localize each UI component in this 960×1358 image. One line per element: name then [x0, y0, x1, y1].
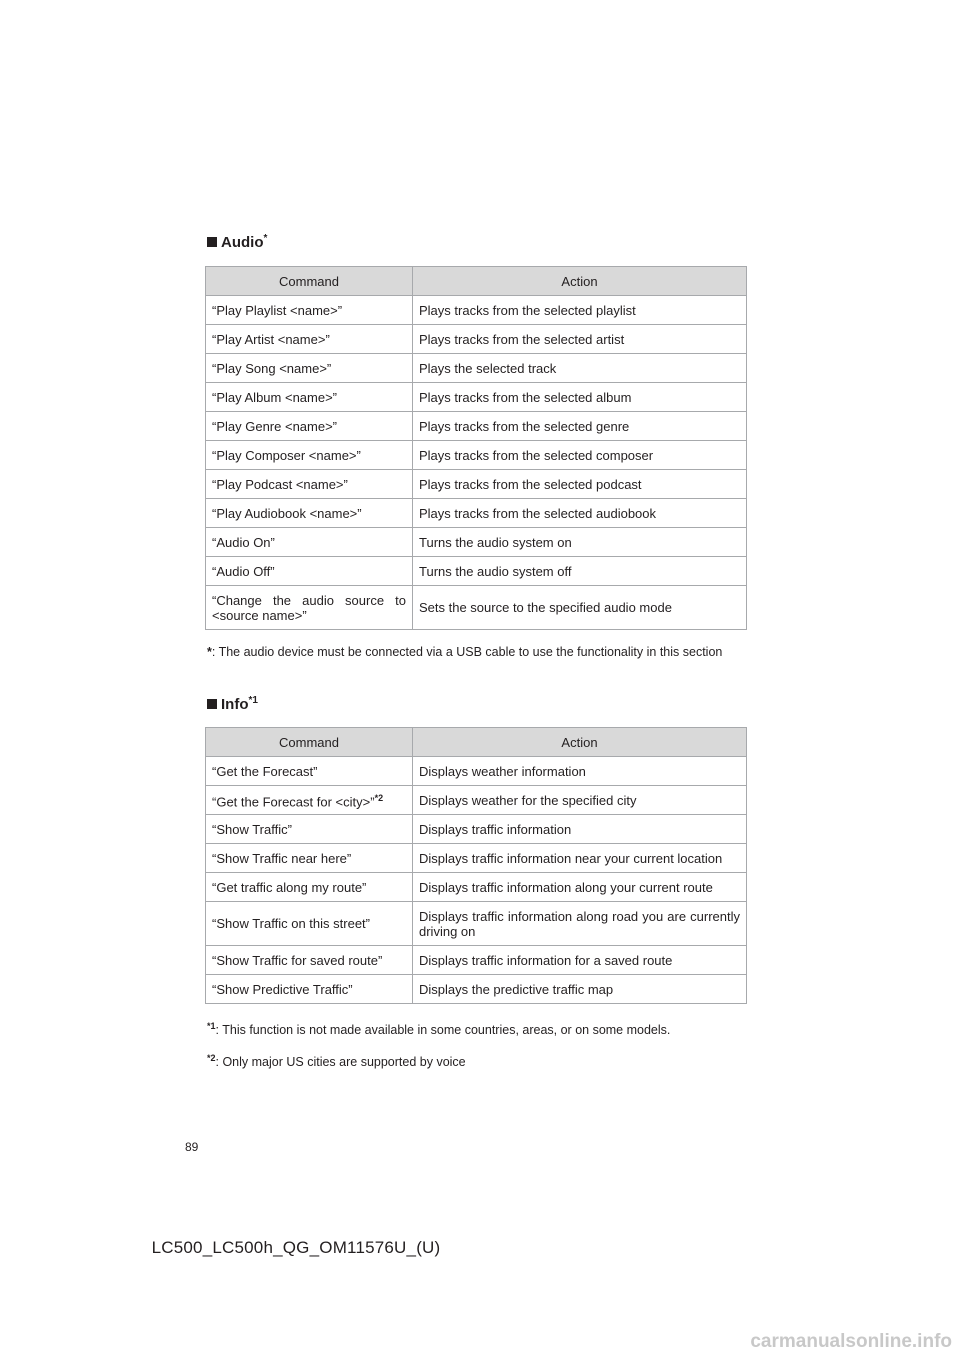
footnote-text: : This function is not made available in some countries, areas, or on some models. [215, 1023, 671, 1038]
action-cell: Plays tracks from the selected album [413, 383, 747, 412]
table-row [206, 902, 747, 946]
command-text: “Get the Forecast for <city>” [212, 794, 375, 810]
action-cell: Displays traffic information near your current location [413, 844, 747, 873]
info-footnote-2 [207, 1048, 747, 1072]
table-row [206, 557, 747, 586]
column-header-action: Action [413, 267, 747, 296]
table-row [206, 354, 747, 383]
table-row [206, 975, 747, 1004]
command-cell: “Audio On” [206, 528, 413, 557]
audio-footnote [207, 642, 747, 662]
command-cell: “Play Podcast <name>” [206, 470, 413, 499]
command-cell: “Show Traffic near here” [206, 844, 413, 873]
info-footnote-1 [207, 1016, 747, 1040]
command-cell: “Play Album <name>” [206, 383, 413, 412]
table-row [206, 325, 747, 354]
table-row [206, 499, 747, 528]
action-cell: Plays tracks from the selected podcast [413, 470, 747, 499]
command-footnote-mark: *2 [374, 792, 384, 803]
action-cell: Displays weather for the specified city [413, 786, 747, 815]
command-cell: “Audio Off” [206, 557, 413, 586]
column-header-command: Command [206, 267, 413, 296]
action-cell: Plays tracks from the selected audiobook [413, 499, 747, 528]
audio-command-table [205, 266, 747, 630]
table-row [206, 470, 747, 499]
table-row [206, 586, 747, 630]
action-cell: Plays tracks from the selected genre [413, 412, 747, 441]
command-cell: “Play Genre <name>” [206, 412, 413, 441]
info-heading-text: Info [221, 696, 249, 713]
action-cell: Displays traffic information [413, 815, 747, 844]
footnote-text: : Only major US cities are supported by voice [215, 1055, 466, 1070]
footnote-mark [207, 1023, 216, 1037]
table-row [206, 815, 747, 844]
table-row [206, 383, 747, 412]
column-header-action: Action [413, 728, 747, 757]
table-row [206, 441, 747, 470]
action-cell: Turns the audio system off [413, 557, 747, 586]
document-code [0, 1238, 960, 1258]
action-cell: Displays traffic information for a saved route [413, 946, 747, 975]
square-bullet-icon [207, 237, 217, 247]
table-row [206, 873, 747, 902]
command-cell: “Play Artist <name>” [206, 325, 413, 354]
table-row [206, 296, 747, 325]
command-cell [206, 786, 413, 815]
action-cell: Sets the source to the specified audio mode [413, 586, 747, 630]
action-cell: Turns the audio system on [413, 528, 747, 557]
audio-section-heading [207, 233, 267, 251]
footnote-mark-text: *2 [207, 1053, 216, 1063]
table-row [206, 786, 747, 815]
command-cell: “Show Traffic for saved route” [206, 946, 413, 975]
action-cell: Plays the selected track [413, 354, 747, 383]
table-row [206, 757, 747, 786]
watermark: carmanualsonline.info [750, 1331, 952, 1352]
command-cell: “Play Audiobook <name>” [206, 499, 413, 528]
table-row [206, 844, 747, 873]
command-cell: “Play Composer <name>” [206, 441, 413, 470]
table-row [206, 528, 747, 557]
command-cell: “Get the Forecast” [206, 757, 413, 786]
footnote-mark-text: *1 [207, 1021, 216, 1031]
footnote-text: : The audio device must be connected via a USB cable to use the functionality in this section [211, 645, 723, 659]
page-number: 89 [185, 1140, 199, 1154]
table-header-row [206, 728, 747, 757]
audio-heading-text: Audio [221, 234, 264, 251]
action-cell: Plays tracks from the selected playlist [413, 296, 747, 325]
command-cell: “Get traffic along my route” [206, 873, 413, 902]
info-command-table [205, 727, 747, 1004]
audio-heading-footnote-mark: * [263, 233, 268, 244]
action-cell: Plays tracks from the selected artist [413, 325, 747, 354]
footnote-mark [207, 1055, 216, 1069]
info-section-heading [207, 695, 258, 713]
command-cell: “Show Predictive Traffic” [206, 975, 413, 1004]
table-header-row [206, 267, 747, 296]
column-header-command: Command [206, 728, 413, 757]
action-cell: Displays weather information [413, 757, 747, 786]
command-cell: “Show Traffic on this street” [206, 902, 413, 946]
table-row [206, 946, 747, 975]
square-bullet-icon [207, 699, 217, 709]
document-code-text: LC500_LC500h_QG_OM11576U_(U) [151, 1238, 441, 1257]
action-cell: Displays the predictive traffic map [413, 975, 747, 1004]
info-heading-footnote-mark: *1 [248, 695, 258, 706]
command-cell: “Show Traffic” [206, 815, 413, 844]
action-cell: Plays tracks from the selected composer [413, 441, 747, 470]
command-cell: “Change the audio source to <source name>” [206, 586, 413, 630]
command-cell: “Play Song <name>” [206, 354, 413, 383]
action-cell: Displays traffic information along road you are currently driving on [413, 902, 747, 946]
action-cell: Displays traffic information along your current route [413, 873, 747, 902]
table-row [206, 412, 747, 441]
command-cell: “Play Playlist <name>” [206, 296, 413, 325]
footnote-mark: * [207, 645, 212, 659]
